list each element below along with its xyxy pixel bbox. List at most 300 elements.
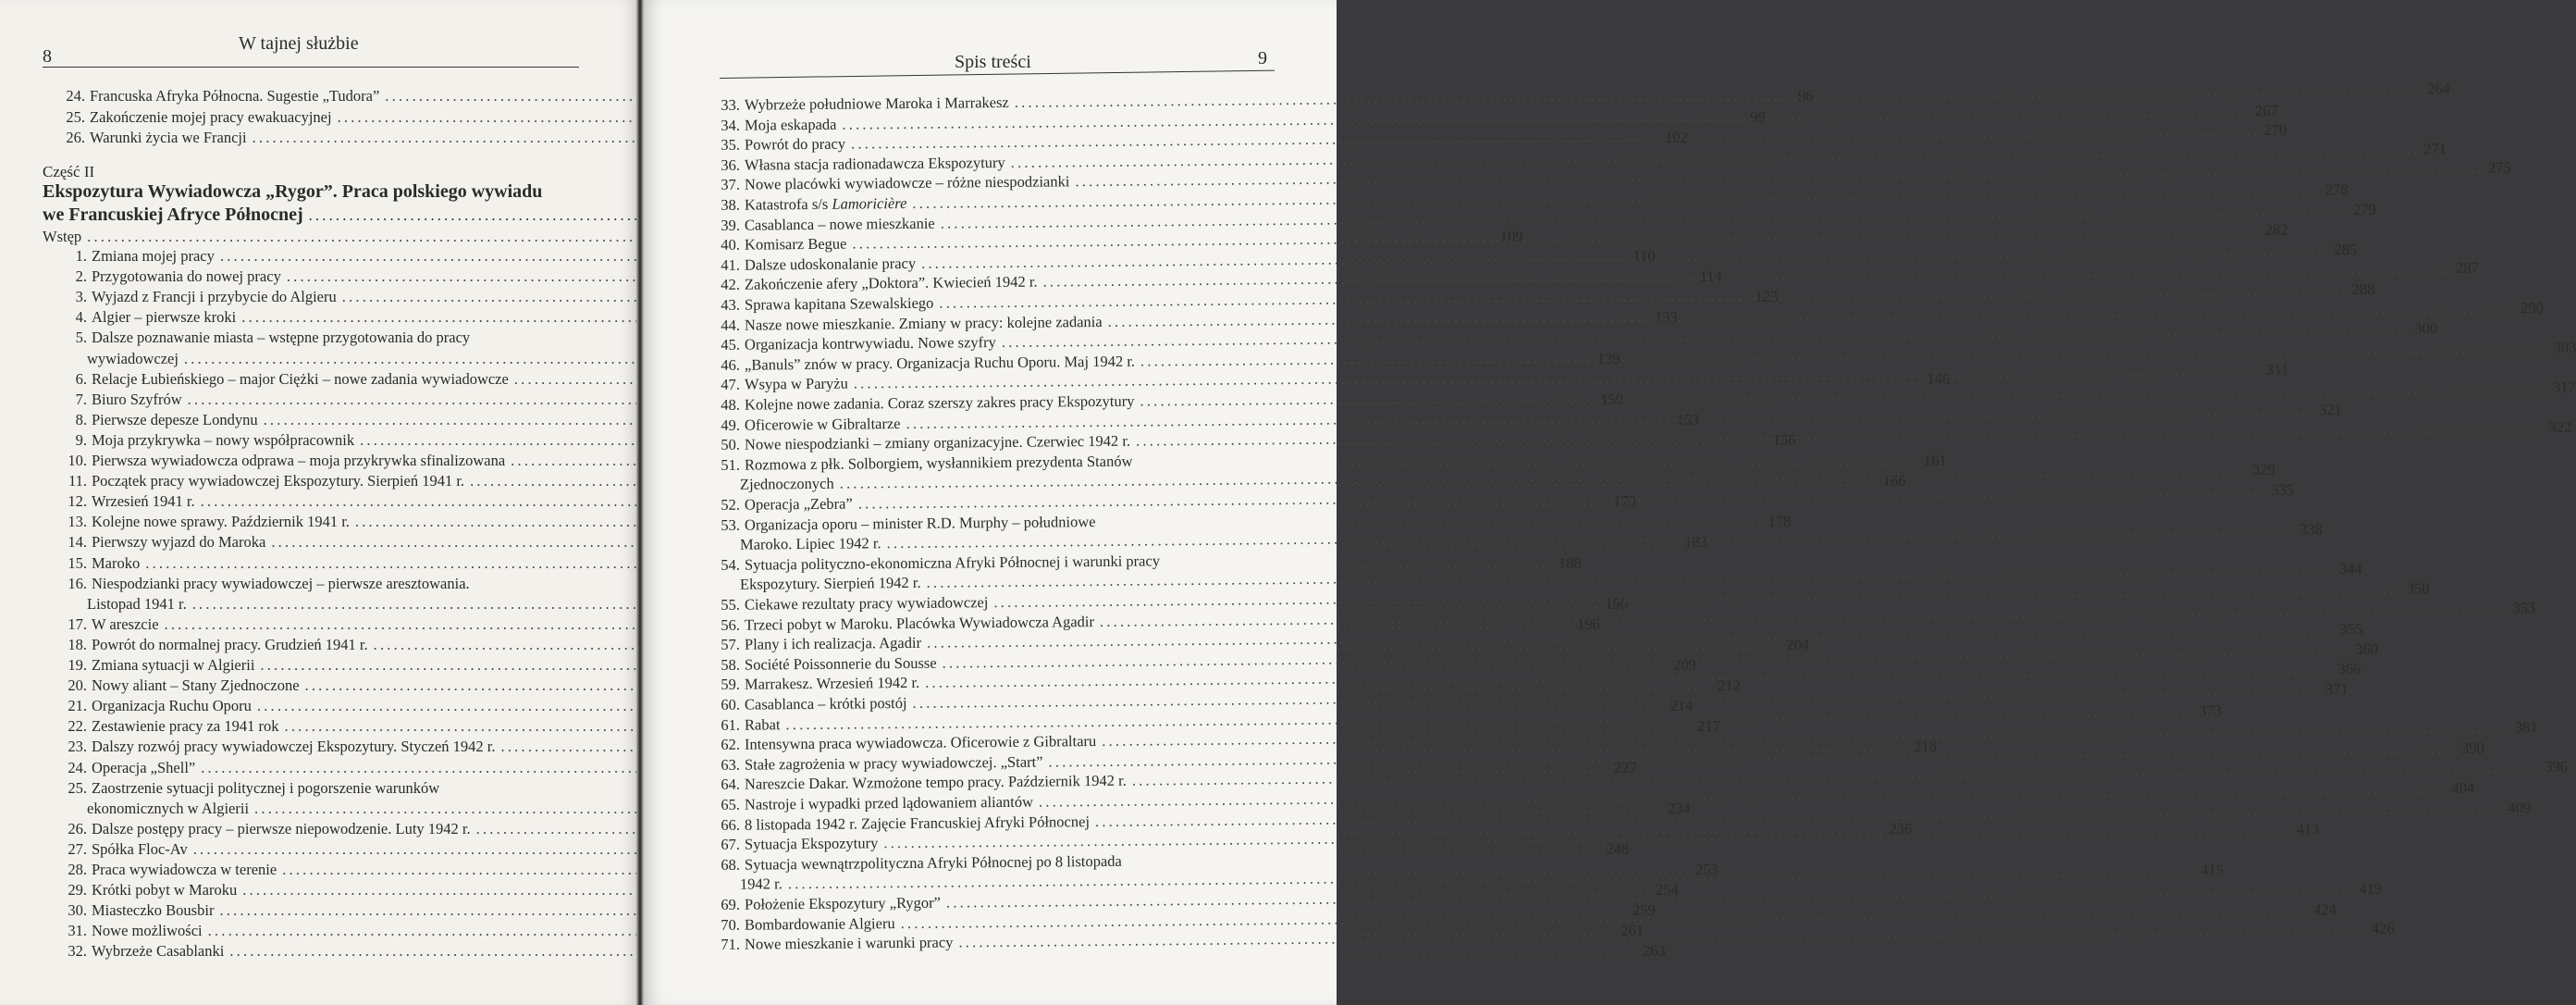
toc-entry-page: 209 bbox=[1673, 656, 1696, 674]
toc-entry-page: 275 bbox=[2487, 158, 2511, 177]
running-head: Spis treści bbox=[955, 52, 1031, 72]
toc-entry-title bbox=[740, 93, 1009, 115]
toc-entry-title bbox=[85, 87, 379, 105]
toc-entry-number: 33. bbox=[721, 95, 741, 114]
toc-entry-number: 12. bbox=[68, 492, 87, 511]
toc-entry-page: 366 bbox=[2337, 660, 2361, 678]
toc-entry-title-text: Bombardowanie Algieru bbox=[744, 913, 895, 934]
toc-entry-page: 344 bbox=[2338, 560, 2362, 578]
toc-entry-number: 24. bbox=[68, 758, 87, 776]
toc-entry-title-text: Zmiana sytuacji w Algierii bbox=[92, 656, 255, 674]
toc-entry-title bbox=[85, 129, 247, 147]
toc-entry-title bbox=[87, 759, 195, 777]
toc-entry-page: 227 bbox=[1613, 758, 1637, 776]
toc-entry-title bbox=[740, 115, 837, 134]
toc-entry-page: 114 bbox=[1699, 267, 1722, 286]
toc-entry-number: 66. bbox=[721, 815, 741, 834]
toc-entry-title-text: Sytuacja Ekspozytury bbox=[744, 834, 879, 853]
toc-entry-page: 153 bbox=[1676, 410, 1699, 428]
toc-entry-number: 45. bbox=[721, 335, 741, 354]
toc-entry-title-continued: Zjednoczonych bbox=[739, 475, 834, 494]
toc-entry-title-text: Operacja „Zebra” bbox=[744, 494, 853, 514]
toc-entry-page: 267 bbox=[2254, 101, 2278, 119]
toc-entry-number: 52. bbox=[721, 495, 741, 514]
toc-entry-number: 55. bbox=[721, 595, 741, 614]
toc-entry-page: 102 bbox=[1665, 129, 1688, 146]
toc-entry-page: 261 bbox=[1621, 922, 1644, 940]
part-title-line-2[interactable] bbox=[43, 205, 581, 226]
toc-entry-page: 288 bbox=[2351, 279, 2375, 298]
toc-entry-number: 41. bbox=[721, 255, 741, 274]
header-rule bbox=[43, 67, 579, 68]
toc-entry-number: 35. bbox=[721, 135, 741, 155]
toc-entry-title-text: 8 listopada 1942 r. Zajęcie Francuskiej Afryki Północnej bbox=[744, 812, 1091, 834]
toc-entry-number: 1. bbox=[75, 247, 87, 265]
toc-entry-page: 254 bbox=[1655, 881, 1679, 900]
toc-entry-title-text: Nowe niespodzianki – zmiany organizacyjne. Czerwiec 1942 r. bbox=[744, 431, 1131, 453]
toc-entry-page: 353 bbox=[2512, 598, 2536, 616]
toc-entry-page: 178 bbox=[1768, 513, 1792, 531]
toc-entry-title-text: Nowy aliant – Stany Zjednoczone bbox=[92, 676, 300, 695]
toc-entry-number: 2. bbox=[75, 267, 87, 286]
toc-entry-number: 59. bbox=[721, 676, 741, 694]
toc-entry-number: 14. bbox=[68, 533, 87, 552]
toc-entry-title-text: Wybrzeże południowe Maroka i Marrakesz bbox=[744, 93, 1009, 114]
toc-entry-page: 96 bbox=[1797, 87, 1814, 105]
toc-entry-number: 11. bbox=[68, 472, 87, 490]
toc-entry-title-text: Organizacja kontrwywiadu. Nowe szyfry bbox=[744, 333, 996, 354]
toc-entry-number: 68. bbox=[721, 855, 741, 874]
toc-entry-number: 67. bbox=[721, 835, 741, 854]
toc-entry-title bbox=[87, 922, 203, 940]
toc-entry-page: 311 bbox=[2266, 361, 2289, 379]
toc-entry-number: 34. bbox=[721, 116, 741, 134]
toc-entry-number: 13. bbox=[68, 513, 87, 531]
toc-entry-title bbox=[740, 294, 934, 315]
toc-entry-page: 335 bbox=[2271, 480, 2295, 499]
toc-entry-title bbox=[87, 676, 300, 695]
toc-entry-title bbox=[740, 593, 989, 614]
toc-entry-title bbox=[740, 793, 1033, 814]
toc-entry-title bbox=[740, 934, 954, 954]
toc-entry-number: 47. bbox=[721, 376, 741, 394]
toc-entry-number: 36. bbox=[721, 155, 741, 174]
toc-entry-number: 32. bbox=[68, 942, 87, 961]
toc-entry-title-continued: 1942 r. bbox=[739, 875, 783, 894]
toc-entry-title-text: Miasteczko Bousbir bbox=[92, 901, 215, 920]
toc-entry-number: 15. bbox=[68, 553, 87, 572]
toc-entry-title-text: Dalszy rozwój pracy wywiadowczej Ekspozytury. Styczeń 1942 r. bbox=[92, 738, 496, 756]
toc-entry-title-text: W areszcie bbox=[92, 614, 159, 633]
toc-entry-title bbox=[87, 575, 470, 593]
toc-entry-title bbox=[87, 615, 159, 634]
page-number: 9 bbox=[1258, 48, 1267, 68]
toc-entry[interactable] bbox=[43, 779, 581, 798]
toc-entry-number: 29. bbox=[68, 881, 87, 900]
toc-entry-title-text: Własna stacja radionadawcza Ekspozytury bbox=[744, 153, 1005, 174]
toc-entry-title-text: Ciekawe rezultaty pracy wywiadowczej bbox=[744, 593, 989, 614]
toc-entry-number: 6. bbox=[75, 369, 87, 388]
toc-entry-number: 31. bbox=[68, 922, 87, 940]
toc-entry-number: 44. bbox=[721, 316, 741, 334]
toc-entry-title-text: Zestawienie pracy za 1941 rok bbox=[92, 717, 279, 736]
toc-entry-title-text: Trzeci pobyt w Maroku. Placówka Wywiadowcza Agadir bbox=[744, 612, 1095, 634]
toc-entry-title-text: Intensywna praca wywiadowcza. Oficerowie z Gibraltaru bbox=[744, 732, 1097, 753]
toc-entry-page: 212 bbox=[1718, 676, 1741, 695]
toc-entry-page: 409 bbox=[2508, 798, 2532, 816]
toc-entry-number: 49. bbox=[721, 416, 741, 434]
toc-entry-number: 57. bbox=[721, 635, 741, 654]
toc-entry-title-text: Operacja „Shell” bbox=[92, 758, 196, 776]
toc-entry-title-text: Początek pracy wywiadowczej Ekspozytury. Sierpień 1941 r. bbox=[92, 472, 465, 490]
toc-entry-number: 17. bbox=[68, 614, 87, 633]
toc-entry-title bbox=[87, 370, 509, 389]
toc-entry-title bbox=[740, 313, 1103, 335]
toc-entry-title bbox=[740, 634, 921, 654]
toc-entry-title-continued: Maroko. Lipiec 1942 r. bbox=[739, 534, 881, 553]
toc-entry-title bbox=[740, 273, 1038, 294]
book-gutter bbox=[636, 0, 644, 1005]
toc-entry-title bbox=[740, 613, 1094, 635]
toc-entry-title bbox=[740, 333, 996, 354]
toc-entry-page: 373 bbox=[2198, 701, 2222, 720]
toc-entry-number: 65. bbox=[721, 795, 741, 813]
toc-entry-number: 26. bbox=[68, 819, 87, 838]
toc-entry-title bbox=[740, 875, 783, 894]
toc-entry-title bbox=[740, 694, 907, 714]
toc-entry-title-text: Organizacja Ruchu Oporu bbox=[92, 697, 252, 715]
toc-entry-title bbox=[740, 513, 1096, 535]
toc-entry-number: 50. bbox=[721, 435, 741, 454]
toc-entry-number: 40. bbox=[721, 235, 741, 254]
toc-entry-title bbox=[740, 834, 879, 853]
toc-entry-page: 415 bbox=[2200, 861, 2225, 879]
toc-entry-number: 5. bbox=[75, 329, 87, 347]
toc-entry-title-text: Wrzesień 1941 r. bbox=[92, 492, 195, 511]
toc-entry-title bbox=[740, 392, 1135, 415]
toc-entry-number: 54. bbox=[721, 555, 741, 574]
toc-entry-page: 188 bbox=[1558, 553, 1582, 572]
toc-entry-number: 8. bbox=[75, 410, 87, 428]
toc-entry-number: 64. bbox=[721, 775, 741, 794]
toc-entry-page: 161 bbox=[1923, 452, 1947, 469]
toc-entry-title-text: Organizacja oporu – minister R.D. Murphy – południowe bbox=[744, 512, 1096, 534]
toc-entry-number: 23. bbox=[68, 738, 87, 756]
toc-entry-title bbox=[87, 554, 140, 573]
toc-entry-number: 25. bbox=[66, 107, 85, 126]
toc-entry-page: 317 bbox=[2552, 378, 2576, 396]
toc-entry-number: 58. bbox=[721, 655, 741, 674]
toc-entry-title-italic: Lamoricière bbox=[832, 193, 907, 213]
toc-entry-title bbox=[87, 820, 471, 838]
toc-entry-title bbox=[740, 852, 1122, 875]
toc-entry-number: 63. bbox=[721, 755, 741, 774]
toc-entry-title-text: „Banuls” znów w pracy. Organizacja Ruchu Oporu. Maj 1942 r. bbox=[744, 352, 1136, 374]
toc-entry-title-text: Maroko bbox=[92, 553, 141, 572]
toc-entry-page: 279 bbox=[2353, 200, 2377, 218]
toc-entry-title-text: Sytuacja polityczno-ekonomiczna Afryki Północnej i warunki pracy bbox=[744, 552, 1161, 574]
toc-entry-page: 259 bbox=[1633, 901, 1656, 920]
toc-entry-page: 278 bbox=[2324, 180, 2348, 199]
toc-entry-page: 139 bbox=[1596, 349, 1621, 367]
toc-entry-title-text: Marrakesz. Wrzesień 1942 r. bbox=[744, 674, 920, 694]
toc-entry-page: 248 bbox=[1606, 839, 1630, 858]
toc-entry-number: 25. bbox=[68, 778, 87, 797]
toc-entry-number: 71. bbox=[721, 935, 741, 954]
toc-entry-title bbox=[740, 914, 895, 935]
running-head: W tajnej służbie bbox=[239, 33, 359, 54]
toc-entry-title-text: Kolejne nowe sprawy. Październik 1941 r. bbox=[92, 513, 350, 531]
toc-entry-page: 390 bbox=[2460, 738, 2484, 757]
toc-entry-page: 217 bbox=[1697, 717, 1720, 736]
toc-entry-title-text: Rozmowa z płk. Solborgiem, wysłannikiem prezydenta Stanów bbox=[744, 452, 1133, 474]
toc-entry-title bbox=[87, 779, 439, 798]
toc-entry-title bbox=[85, 108, 332, 127]
toc-entry-number: 69. bbox=[721, 895, 741, 913]
toc-entry-page: 329 bbox=[2252, 461, 2276, 479]
toc-entry-title bbox=[87, 636, 368, 654]
toc-entry-page: 338 bbox=[2299, 520, 2323, 539]
toc-entry-page: 290 bbox=[2521, 298, 2545, 316]
toc-entry-title-text: Dalsze postępy pracy – pierwsze niepowodzenie. Luty 1942 r. bbox=[92, 819, 471, 838]
toc-entry-title-continued: ekonomicznych w Algierii bbox=[87, 799, 250, 817]
toc-entry-page: 109 bbox=[1499, 228, 1523, 245]
toc-entry-title-text: Rabat bbox=[744, 714, 781, 734]
toc-entry-title bbox=[87, 717, 279, 736]
toc-entry-page: 355 bbox=[2339, 620, 2363, 639]
toc-entry-page: 166 bbox=[1882, 472, 1906, 490]
toc-entry-title-text: Niespodzianki pracy wywiadowczej – pierwsze aresztowania. bbox=[92, 574, 470, 592]
toc-entry-title-text: Zaostrzenie sytuacji politycznej i pogorszenie warunków bbox=[92, 778, 440, 797]
toc-entry-title-text: Pierwsze depesze Londynu bbox=[92, 410, 258, 428]
toc-entry-title bbox=[740, 415, 901, 435]
toc-entry-title bbox=[87, 288, 337, 306]
part-label: Część II bbox=[43, 163, 95, 180]
toc-entry-title-text: Nowe placówki wywiadowcze – różne niespodzianki bbox=[744, 172, 1070, 194]
toc-entry-page: 300 bbox=[2414, 319, 2438, 338]
toc-entry-title-text: Moja przykrywka – nowy współpracownik bbox=[92, 430, 355, 449]
toc-entry-title-text: Casablanca – nowe mieszkanie bbox=[744, 214, 935, 234]
toc-entry-page: 404 bbox=[2451, 778, 2475, 797]
toc-entry-title bbox=[740, 135, 845, 155]
toc-entry-number: 60. bbox=[721, 695, 741, 713]
toc-entry-number: 4. bbox=[75, 308, 87, 327]
toc-entry-page: 214 bbox=[1670, 697, 1694, 715]
toc-entry-page: 133 bbox=[1654, 308, 1678, 327]
toc-entry-title bbox=[740, 495, 853, 515]
toc-entry-title-text: Nowe mieszkanie i warunki pracy bbox=[744, 933, 954, 953]
toc-entry-title-text: Katastrofa s/s bbox=[744, 194, 832, 214]
toc-entry-title bbox=[87, 840, 188, 859]
toc-entry-page: 360 bbox=[2355, 639, 2378, 658]
toc-entry-title bbox=[87, 697, 252, 715]
toc-entry-title bbox=[740, 194, 907, 215]
toc-entry-number: 3. bbox=[75, 288, 87, 306]
toc-entry-title-text: Przygotowania do nowej pracy bbox=[92, 267, 281, 286]
toc-entry-title-text: Dalsze poznawanie miasta – wstępne przygotowania do pracy bbox=[92, 329, 471, 347]
toc-entry-page: 123 bbox=[1755, 288, 1779, 306]
toc-entry-title-text: Francuska Afryka Północna. Sugestie „Tudora” bbox=[90, 87, 380, 105]
toc-entry-title bbox=[740, 674, 919, 694]
toc-entry-title-text: Komisarz Begue bbox=[744, 234, 847, 254]
toc-entry-page: 282 bbox=[2264, 220, 2288, 240]
toc-entry-title bbox=[87, 513, 350, 531]
toc-entry-number: 7. bbox=[75, 390, 87, 408]
toc-entry-number: 9. bbox=[75, 430, 87, 449]
toc-entry-title-text: Pierwsza wywiadowcza odprawa – moja przykrywka sfinalizowana bbox=[92, 452, 506, 469]
toc-entry-number: 42. bbox=[721, 276, 741, 294]
toc-entry-title bbox=[87, 472, 464, 490]
toc-entry-title bbox=[740, 813, 1090, 835]
toc-entry-title-text: Nasze nowe mieszkanie. Zmiany w pracy: kolejne zadania bbox=[744, 312, 1103, 334]
toc-entry-number: 21. bbox=[68, 697, 87, 715]
toc-entry-title bbox=[87, 595, 187, 614]
toc-entry-title bbox=[740, 534, 881, 553]
toc-entry-page: 285 bbox=[2334, 240, 2358, 258]
toc-entry-title bbox=[87, 329, 470, 347]
toc-entry-page: 196 bbox=[1577, 614, 1600, 633]
toc-entry-title bbox=[740, 894, 941, 914]
toc-entry-title bbox=[740, 653, 937, 674]
toc-entry-page: 146 bbox=[1927, 369, 1951, 388]
toc-entry-page: 190 bbox=[1605, 594, 1629, 613]
toc-entry-number: 61. bbox=[721, 715, 741, 734]
toc-entry-number: 70. bbox=[721, 915, 741, 934]
toc-entry-number: 18. bbox=[68, 635, 87, 653]
toc-entry-page: 150 bbox=[1600, 390, 1623, 408]
toc-entry-page: 350 bbox=[2406, 579, 2430, 598]
toc-entry-title bbox=[87, 492, 195, 511]
toc-entry-title-continued: Listopad 1941 r. bbox=[87, 594, 187, 613]
toc-entry-title bbox=[740, 214, 935, 234]
toc-entry[interactable] bbox=[43, 575, 581, 593]
toc-entry-title-text: Sytuacja wewnątrzpolityczna Afryki Północnej po 8 listopada bbox=[744, 851, 1122, 874]
toc-entry-number: 30. bbox=[68, 901, 87, 920]
toc-entry-number: 28. bbox=[68, 861, 87, 878]
toc-entry-title bbox=[740, 254, 916, 275]
toc-entry-page: 173 bbox=[1613, 492, 1636, 511]
toc-entry-page: 371 bbox=[2324, 680, 2348, 699]
toc-entry-number: 43. bbox=[721, 295, 741, 314]
toc-entry-page: 270 bbox=[2263, 120, 2287, 140]
toc-entry-number: 37. bbox=[721, 176, 741, 194]
toc-entry-title-text: Pierwszy wyjazd do Maroka bbox=[92, 533, 266, 552]
toc-entry-title: Wstęp bbox=[43, 228, 82, 245]
toc-entry-title-text: Położenie Ekspozytury „Rygor” bbox=[744, 893, 942, 913]
toc-entry-title bbox=[87, 431, 354, 450]
toc-entry-page: 253 bbox=[1695, 861, 1719, 878]
toc-entry-page: 98 bbox=[1750, 107, 1766, 126]
toc-entry-title bbox=[87, 411, 258, 429]
toc-entry-number: 39. bbox=[721, 216, 741, 234]
toc-entry-page: 321 bbox=[2319, 400, 2342, 418]
toc-entry-title bbox=[87, 942, 224, 961]
toc-entry-page: 413 bbox=[2296, 820, 2320, 838]
toc-entry-number: 53. bbox=[721, 515, 741, 534]
toc-entry-title bbox=[740, 154, 1005, 175]
toc-entry-title-text: Praca wywiadowcza w terenie bbox=[92, 861, 277, 878]
toc-entry-title bbox=[87, 901, 214, 920]
toc-entry-title bbox=[87, 881, 237, 900]
toc-entry-title-text: Dalsze udoskonalanie pracy bbox=[744, 254, 917, 274]
toc-entry-page: 183 bbox=[1683, 533, 1707, 552]
toc-entry-title-continued: Ekspozytury. Sierpień 1942 r. bbox=[739, 574, 921, 594]
toc-entry-title-text: Zakończenie afery „Doktora”. Kwiecień 1942 r. bbox=[744, 273, 1038, 294]
toc-entry-title-text: Nastroje i wypadki przed lądowaniem aliantów bbox=[744, 792, 1034, 813]
toc-entry-title-text: Algier – pierwsze kroki bbox=[92, 308, 237, 327]
toc-entry-number: 38. bbox=[721, 195, 741, 214]
toc-entry[interactable] bbox=[43, 329, 581, 347]
toc-entry-page: 424 bbox=[2313, 900, 2337, 918]
toc-entry-number: 51. bbox=[721, 455, 741, 474]
toc-entry-page: 218 bbox=[1914, 738, 1937, 756]
toc-entry-title-text: Nowe możliwości bbox=[92, 922, 203, 940]
toc-entry-title bbox=[740, 235, 847, 254]
toc-entry-title bbox=[740, 452, 1133, 474]
toc-entry-title-text: Biuro Szyfrów bbox=[92, 390, 182, 408]
toc-entry-title-continued: wywiadowczej bbox=[87, 349, 179, 367]
toc-entry-number: 10. bbox=[68, 452, 87, 469]
toc-entry-number: 22. bbox=[68, 717, 87, 736]
toc-entry-title bbox=[87, 861, 277, 879]
toc-entry-number: 24. bbox=[66, 87, 85, 105]
toc-entry-number: 46. bbox=[721, 355, 741, 374]
toc-entry-page: 110 bbox=[1633, 247, 1656, 265]
toc-entry-title-text: Kolejne nowe zadania. Coraz szerszy zakres pracy Ekspozytury bbox=[744, 391, 1135, 414]
toc-entry-title bbox=[87, 800, 249, 818]
toc-entry-title bbox=[87, 267, 281, 286]
toc-entry-title bbox=[740, 375, 848, 394]
toc-entry-page: 156 bbox=[1772, 430, 1796, 449]
toc-entry-title-text: Wyjazd z Francji i przybycie do Algieru bbox=[92, 288, 337, 306]
toc-entry-number: 16. bbox=[68, 574, 87, 592]
toc-entry-title bbox=[87, 308, 236, 327]
toc-entry-title bbox=[740, 352, 1135, 374]
toc-entry-title-text: Zmiana mojej pracy bbox=[92, 247, 215, 265]
toc-entry-page: 263 bbox=[1642, 942, 1666, 961]
toc-entry-page: 287 bbox=[2455, 259, 2479, 278]
toc-entry-title-text: Stałe zagrożenia w pracy wywiadowczej. „Start” bbox=[744, 752, 1043, 774]
toc-entry-title-text: Relacje Łubieńskiego – major Ciężki – nowe zadania wywiadowcze bbox=[92, 369, 509, 388]
toc-entry-title-text: Sprawa kapitana Szewalskiego bbox=[744, 293, 934, 314]
page-number: 8 bbox=[43, 46, 52, 67]
toc-entry-title bbox=[740, 752, 1043, 774]
part-title[interactable]: Ekspozytura Wywiadowcza „Rygor”. Praca polskiego wywiadu bbox=[43, 181, 543, 202]
toc-entry-page: 322 bbox=[2548, 417, 2572, 437]
toc-entry-page: 234 bbox=[1667, 799, 1691, 817]
toc-entry-title bbox=[87, 533, 265, 552]
toc-entry-title bbox=[740, 574, 921, 594]
toc-entry-number: 26. bbox=[66, 129, 85, 146]
toc-entry-title-text: Moja eskapada bbox=[744, 115, 837, 134]
toc-entry-page: 396 bbox=[2545, 758, 2569, 776]
toc-entry-title bbox=[87, 350, 179, 368]
toc-entry-title bbox=[87, 738, 496, 756]
toc-entry-title-text: Zakończenie mojej pracy ewakuacyjnej bbox=[90, 107, 332, 126]
toc-entry-title-text: Powrót do pracy bbox=[744, 134, 846, 154]
part-title-text: we Francuskiej Afryce Północnej bbox=[43, 205, 303, 225]
toc-entry-page: 303 bbox=[2553, 338, 2576, 356]
toc-entry-title-text: Oficerowie w Gibraltarze bbox=[744, 414, 901, 434]
toc-entry-number: 20. bbox=[68, 676, 87, 695]
toc-entry-title-text: Powrót do normalnej pracy. Grudzień 1941 r. bbox=[92, 635, 368, 653]
toc-entry-page: 426 bbox=[2371, 919, 2395, 937]
toc-entry-title bbox=[740, 475, 834, 494]
toc-entry-title bbox=[740, 715, 781, 734]
toc-entry-page: 236 bbox=[1889, 819, 1912, 838]
toc-entry-title bbox=[87, 452, 505, 470]
toc-entry-title-text: Warunki życia we Francji bbox=[90, 129, 247, 146]
